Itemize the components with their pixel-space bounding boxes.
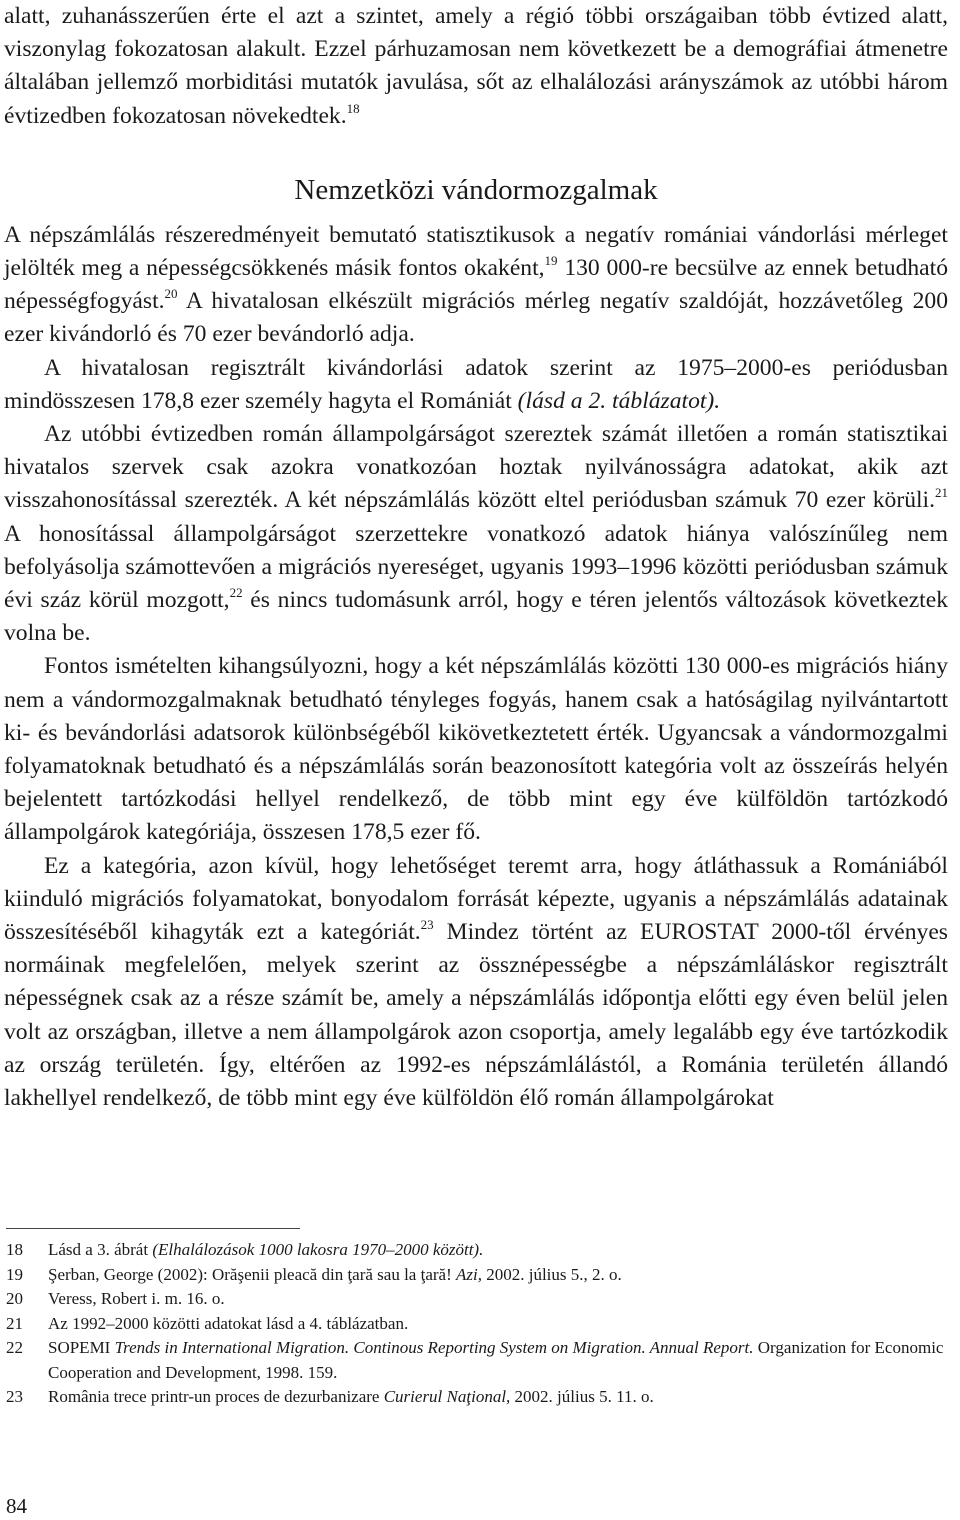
footnote-ref-20[interactable]: 20	[164, 286, 178, 302]
paragraph-text: alatt, zuhanásszerűen érte el azt a szintet, amely a régió többi országaiban több évtized alatt, viszonylag fokozatosan alakult. Ezzel párhuzamosan nem következett be a demográfiai átmenetre általában jellemző morbiditási mutatók javulása, sőt az elhalálozási arányszámok az utóbbi három évtizedben fokozatosan növekedtek.	[4, 3, 948, 129]
paragraph-text: A honosítással állampolgárságot szerzettekre vonatkozó adatok hiánya valószínűleg nem befolyásolja számottevően a migrációs nyereséget, ugyanis 1993–1996 közötti periódusban számuk évi száz körül mozgott,	[4, 520, 948, 614]
footnote-text: Lásd a 3. ábrát (Elhalálozások 1000 lakosra 1970–2000 között).	[48, 1240, 484, 1259]
footnote-ref-23[interactable]: 23	[420, 917, 434, 933]
footnote-number: 22	[6, 1338, 23, 1357]
footnote-21	[6, 1312, 946, 1337]
table-reference: (lásd a 2. táblázatot).	[517, 387, 721, 414]
footnote-text: Az 1992–2000 közötti adatokat lásd a 4. táblázatban.	[48, 1313, 409, 1333]
footnote-text: România trece printr-un proces de dezurbanizare Curierul Naţional, 2002. július 5. 11. o.	[48, 1387, 654, 1406]
main-text	[4, 0, 948, 1115]
footnote-number: 19	[6, 1264, 23, 1284]
footnote-number: 21	[6, 1313, 23, 1333]
paragraph-1	[4, 0, 948, 133]
page-number: 84	[6, 1494, 27, 1518]
footnote-ref-18[interactable]: 18	[346, 100, 360, 116]
paragraph-text: A hivatalosan elkészült migrációs mérleg negatív szaldóját, hozzávetőleg 200 ezer kivándorló és 70 ezer bevándorló adja.	[4, 288, 948, 348]
footnote-18	[6, 1238, 946, 1263]
paragraph-3	[4, 352, 948, 418]
footnote-22	[6, 1336, 946, 1385]
paragraph-text: Mindez történt az EUROSTAT 2000-től érvényes normáinak megfelelően, melyek szerint az össznépességbe a népszámláláskor regisztrált népességnek csak az a része számít be, amely a népszámlálás időpontja előtti egy éven belül jelen volt az országban, illetve a nem állampolgárok azon csoportja, amely legalább egy éve tartózkodik az ország területén. Így, eltérően az 1992-es népszámlálástól, a Románia területén állandó lakhellyel rendelkező, de több mint egy éve külföldön élő román állampolgárokat	[4, 919, 948, 1112]
paragraph-6	[4, 850, 948, 1116]
footnote-number: 23	[6, 1387, 23, 1406]
footnote-text: SOPEMI Trends in International Migration. Continous Reporting System on Migration. Annual Report. Organization for Economic Cooperation and Development, 1998. 159.	[48, 1338, 944, 1382]
paragraph-4	[4, 418, 948, 650]
paragraph-text: és nincs tudomásunk arról, hogy e téren jelentős változások következtek volna be.	[4, 587, 948, 647]
paragraph-text: A hivatalosan regisztrált kivándorlási adatok szerint az 1975–2000-es periódusban mindösszesen 178,8 ezer személy hagyta el Romániát	[4, 354, 948, 414]
footnote-divider	[6, 1228, 300, 1229]
section-heading: Nemzetközi vándormozgalmak	[294, 173, 658, 206]
paragraph-text: Az utóbbi évtizedben román állampolgárságot szereztek számát illetően a román statisztikai hivatalos szervek csak azokra vonatkozóan hoztak nyilvánosságra adatokat, akik azt visszahonosítással szerezték. A két népszámlálás között eltel periódusban számuk 70 ezer körüli.	[4, 421, 948, 514]
footnote-number: 18	[6, 1240, 23, 1259]
footnote-number: 20	[6, 1289, 23, 1308]
paragraph-text: A népszámlálás részeredményeit bemutató statisztikusok a negatív romániai vándorlási mérleget jelölték meg a népességcsökkenés másik fontos okaként,	[4, 221, 948, 282]
paragraph-5: Fontos ismételten kihangsúlyozni, hogy a két népszámlálás közötti 130 000-es migrációs hiány nem a vándormozgalmaknak betudható tényleges fogyás, hanem csak a hatóságilag nyilvántartott ki- és bevándorlási adatsorok különbségéből kikövetkeztetett érték. Ugyancsak a vándormozgalmi folyamatoknak betudható és a népszámlálás során beazonosított kategória volt az összeírás helyén bejelentett tartózkodási hellyel rendelkező, de több mint egy éve külföldön tartózkodó állampolgárok kategóriája, összesen 178,5 ezer fő.	[4, 653, 948, 846]
footnote-ref-21[interactable]: 21	[935, 485, 948, 501]
paragraph-text: Ez a kategória, azon kívül, hogy lehetőséget teremt arra, hogy átláthassuk a Romániából kiinduló migrációs folyamatokat, bonyodalom forrását képezte, ugyanis a népszámlálás adatainak összesítéséből kihagyták ezt a kategóriát.	[4, 852, 948, 946]
footnote-text: Şerban, George (2002): Orăşenii pleacă din ţară sau la ţară! Azi, 2002. július 5., 2. o.	[48, 1264, 622, 1284]
paragraph-text: 130 000-re becsülve az ennek betudható népességfogyást.	[4, 255, 948, 315]
footnote-ref-19[interactable]: 19	[544, 253, 558, 269]
footnote-text: Veress, Robert i. m. 16. o.	[48, 1289, 225, 1308]
footnote-23	[6, 1385, 946, 1410]
footnote-ref-22[interactable]: 22	[229, 585, 243, 601]
footnotes	[6, 1238, 946, 1410]
paragraph-2	[4, 219, 948, 352]
footnote-19	[6, 1263, 946, 1288]
footnote-20	[6, 1287, 946, 1312]
